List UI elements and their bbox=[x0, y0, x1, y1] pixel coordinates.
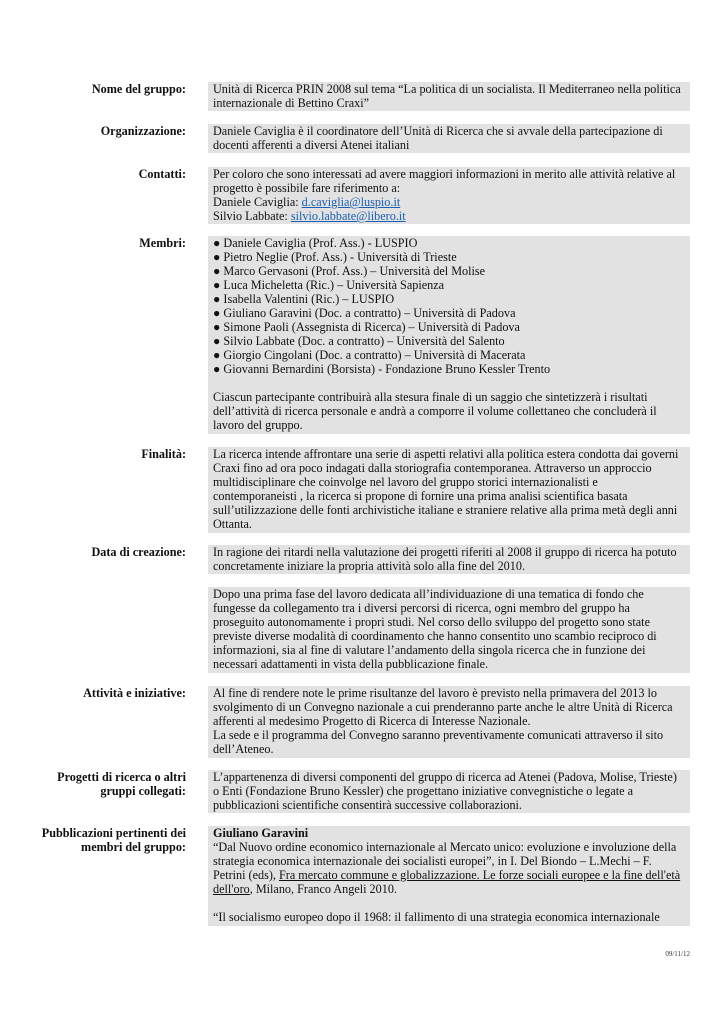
value-progetti: L’appartenenza di diversi componenti del gruppo di ricerca ad Atenei (Padova, Molise, Trieste) o Enti (Fondazione Bruno Kessler) che progettano iniziative convegnistiche o legate a pubblicazioni scientifiche consentirà successive collaborazioni. bbox=[208, 770, 690, 813]
member-item: ● Giuliano Garavini (Doc. a contratto) – Università di Padova bbox=[213, 306, 516, 320]
member-item: ● Giovanni Bernardini (Borsista) - Fondazione Bruno Kessler Trento bbox=[213, 362, 551, 376]
publication-author: Giuliano Garavini bbox=[213, 826, 309, 840]
member-item: ● Daniele Caviglia (Prof. Ass.) - LUSPIO bbox=[213, 236, 418, 250]
membri-note: Ciascun partecipante contribuirà alla stesura finale di un saggio che sintetizzerà i risultati bbox=[213, 390, 648, 404]
email-link-caviglia[interactable]: d.caviglia@luspio.it bbox=[301, 195, 401, 209]
member-item: ● Marco Gervasoni (Prof. Ass.) – Università del Molise bbox=[213, 264, 486, 278]
label-contatti: Contatti: bbox=[138, 167, 186, 181]
value-membri: ● Daniele Caviglia (Prof. Ass.) - LUSPIO ● Pietro Neglie (Prof. Ass.) - Università di Trieste ● Marco Gervasoni (Prof. Ass.) – Università del Molise ● Luca Micheletta (Ric.) – Università Sapienza ● Isabella Valentini (Ric.) – LUSPIO ● Giuliano Garavini (Doc. a contratto) – Università di Padova ● Simone Paoli (Assegnista di Ricerca) – Università di Padova ● Silvio Labbate (Doc. a contratto) – Università del Salento ● Giorgio Cingolani (Doc. a contratto) – Università di Macerata ● Giovanni Bernardini (Borsista) - Fondazione Bruno Kessler Trento Ciascun partecipante contribuirà alla stesura finale di un saggio che sintetizzerà i risultati dell’attività di ricerca personale e andrà a comporre il volume collettaneo che concluderà il lavoro del gruppo. bbox=[208, 236, 690, 434]
value-data-creazione-cont: Dopo una prima fase del lavoro dedicata all’individuazione di una tematica di fondo che fungesse da collegamento tra i diversi percorsi di ricerca, ogni membro del gruppo ha proseguito autonomamente i propri studi. Nel corso dello sviluppo del progetto sono state previste diverse modalità di coordinamento che hanno consentito uno scambio reciproco di informazioni, sia al fine di valutare l’andamento della singola ricerca che in funzione dei necessari adattamenti in vista della pubblicazione finale. bbox=[208, 587, 690, 673]
value-nome-gruppo: Unità di Ricerca PRIN 2008 sul tema “La politica di un socialista. Il Mediterraneo nella politica internazionale di Bettino Craxi” bbox=[208, 82, 690, 111]
label-pubblicazioni: Pubblicazioni pertinenti dei membri del gruppo: bbox=[41, 826, 186, 854]
value-contatti: Per coloro che sono interessati ad avere maggiori informazioni in merito alle attività relative al progetto è possibile fare riferimento a: Daniele Caviglia: d.caviglia@luspio.it Silvio Labbate: silvio.labbate@libero.it bbox=[208, 167, 690, 224]
label-finalita: Finalità: bbox=[141, 447, 186, 461]
email-link-labbate[interactable]: silvio.labbate@libero.it bbox=[290, 209, 406, 223]
label-nome-gruppo: Nome del gruppo: bbox=[91, 82, 186, 96]
value-attivita: Al fine di rendere note le prime risultanze del lavoro è previsto nella primavera del 2013 lo svolgimento di un Convegno nazionale a cui prenderanno parte anche le altre Unità di Ricerca afferenti al medesimo Progetto di Ricerca di Interesse Nazionale. La sede e il programma del Convegno saranno preventivamente comunicati attraverso il sito dell’Ateneo. bbox=[208, 686, 690, 758]
member-item: ● Simone Paoli (Assegnista di Ricerca) – Università di Padova bbox=[213, 320, 520, 334]
member-item: ● Pietro Neglie (Prof. Ass.) - Università di Trieste bbox=[213, 250, 457, 264]
footer-date: 09/11/12 bbox=[665, 950, 690, 958]
label-data-creazione: Data di creazione: bbox=[91, 545, 186, 559]
member-item: ● Silvio Labbate (Doc. a contratto) – Università del Salento bbox=[213, 334, 505, 348]
value-data-creazione: In ragione dei ritardi nella valutazione dei progetti riferiti al 2008 il gruppo di ricerca ha potuto concretamente iniziare la propria attività solo alla fine del 2010. bbox=[208, 545, 690, 574]
value-pubblicazioni: Giuliano Garavini “Dal Nuovo ordine economico internazionale al Mercato unico: evoluzione e involuzione della strategia economica internazionale dei socialisti europei”, in I. Del Biondo – L.Mechi – F. Petrini (eds), Fra mercato commune e globalizzazione. Le forze sociali europee e la fine dell'età dell'oro, Milano, Franco Angeli 2010. “Il socialismo europeo dopo il 1968: il fallimento di una strategia economica internazionale bbox=[208, 826, 690, 926]
member-item: ● Giorgio Cingolani (Doc. a contratto) – Università di Macerata bbox=[213, 348, 526, 362]
member-item: ● Isabella Valentini (Ric.) – LUSPIO bbox=[213, 292, 395, 306]
label-organizzazione: Organizzazione: bbox=[100, 124, 186, 138]
value-finalita: La ricerca intende affrontare una serie di aspetti relativi alla politica estera condotta dai governi Craxi fino ad ora poco indagati dalla storiografia contemporanea. Attraverso un approccio multidisciplinare che coinvolge nel lavoro del gruppo storici internazionalisti e contemporaneisti , la ricerca si propone di fornire una prima analisi scientifica basata sull’utilizzazione delle fonti archivistiche italiane e straniere relative alla prima metà degli anni Ottanta. bbox=[208, 447, 690, 533]
publication-title: Fra mercato commune e globalizzazione. Le forze sociali europee e la fine dell'età bbox=[279, 868, 681, 882]
label-membri: Membri: bbox=[139, 236, 186, 250]
member-item: ● Luca Micheletta (Ric.) – Università Sapienza bbox=[213, 278, 445, 292]
label-progetti: Progetti di ricerca o altri gruppi collegati: bbox=[57, 770, 186, 798]
label-attivita: Attività e iniziative: bbox=[83, 686, 186, 700]
value-organizzazione: Daniele Caviglia è il coordinatore dell’Unità di Ricerca che si avvale della partecipazione di docenti afferenti a diversi Atenei italiani bbox=[208, 124, 690, 153]
